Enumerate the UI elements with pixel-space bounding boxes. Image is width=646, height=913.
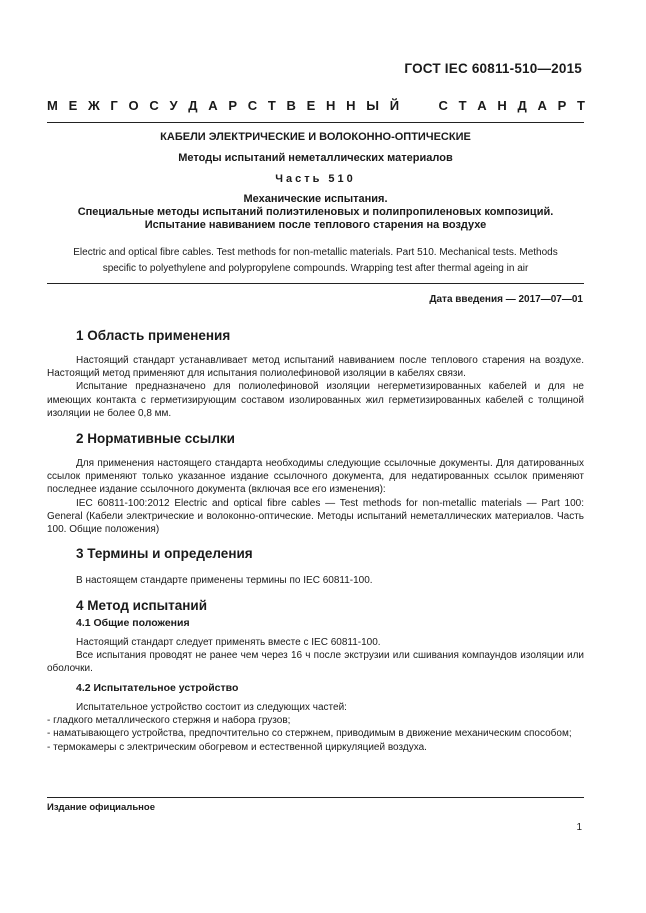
list-item: - наматывающего устройства, предпочтительно со стержнем, приводимым в движение механическим способом; [47, 728, 572, 740]
section-4-heading: 4 Метод испытаний [76, 598, 208, 613]
section-1-body [47, 354, 584, 420]
interstate-letter: В [286, 98, 296, 113]
interstate-letter: У [169, 98, 178, 113]
interstate-letter: Ж [87, 98, 100, 113]
section-3-body [47, 574, 584, 587]
interstate-letter: Ы [366, 98, 379, 113]
interstate-letter: Д [517, 98, 527, 113]
interstate-letter: Й [389, 98, 400, 113]
interstate-letter: А [537, 98, 547, 113]
footer-divider [47, 797, 584, 798]
interstate-letter: А [208, 98, 218, 113]
interstate-letter [424, 98, 428, 113]
interstate-letter: Т [267, 98, 276, 113]
section-1-paragraph: Настоящий стандарт устанавливает метод испытаний навиванием после теплового старения на воздухе. Настоящий метод применяют для испытания полиолефиновой изоляции в кабелях связи. [47, 355, 584, 380]
interstate-letter: С [247, 98, 258, 113]
section-1-heading: 1 Область применения [76, 328, 231, 343]
english-title-line-1: Electric and optical fibre cables. Test methods for non-metallic materials. Part 510. Mechanical tests. Methods [73, 247, 558, 258]
section-2-paragraph: IEC 60811-100:2012 Electric and optical fibre cables — Test methods for non-metallic materials — Part 100: General (Кабели электрические и волоконно-оптические. Методы испытаний неметаллических материалов. Часть 100. Общие положения) [47, 497, 584, 536]
interstate-letter: Н [497, 98, 507, 113]
english-title-line-2: specific to polyethylene and polypropylene compounds. Wrapping test after thermal ageing in air [102, 262, 529, 274]
title-line-2: Методы испытаний неметаллических материалов [178, 152, 453, 164]
interstate-letter: Н [346, 98, 356, 113]
interstate-letter: Р [557, 98, 567, 113]
section-4-1-paragraph: Настоящий стандарт следует применять вместе с IEC 60811-100. [76, 637, 381, 648]
title-line-4: Специальные методы испытаний полиэтиленовых и полипропиленовых композиций. [77, 206, 554, 218]
section-4-1-heading: 4.1 Общие положения [76, 617, 190, 629]
list-item: - термокамеры с электрическим обогревом и естественной циркуляцией воздуха. [47, 741, 427, 753]
section-2-body [47, 457, 584, 536]
section-1-paragraph: Испытание предназначено для полиолефиновой изоляции негерметизированных кабелей и для не имеющих контакта с герметизирующим составом изолированных жил герметизированных кабелей с толщиной изоляции не более 0,8 мм. [47, 381, 584, 419]
title-line-5: Испытание навиванием после теплового старения на воздухе [144, 219, 487, 231]
interstate-letter: М [47, 98, 58, 113]
section-4-2-heading: 4.2 Испытательное устройство [76, 682, 239, 694]
introduction-date: Дата введения — 2017—07—01 [429, 294, 583, 305]
title-line-1: КАБЕЛИ ЭЛЕКТРИЧЕСКИЕ И ВОЛОКОННО-ОПТИЧЕСКИЕ [160, 131, 471, 143]
section-4-1-paragraph: Все испытания проводят не ранее чем через 16 ч после экструзии или сшивания компаундов изоляции или оболочки. [47, 650, 584, 675]
interstate-letter: Т [576, 98, 585, 113]
interstate-letter: Р [228, 98, 238, 113]
interstate-letter [410, 98, 414, 113]
section-3-paragraph: В настоящем стандарте применены термины по IEC 60811-100. [76, 575, 373, 586]
interstate-letter: А [477, 98, 487, 113]
header-divider [47, 122, 584, 123]
section-2-heading: 2 Нормативные ссылки [76, 431, 235, 446]
section-4-2-paragraph: Испытательное устройство состоит из следующих частей: [76, 702, 347, 713]
page-number: 1 [576, 822, 582, 833]
interstate-letter: Н [326, 98, 336, 113]
interstate-letter: Е [68, 98, 78, 113]
interstate-letter: Е [306, 98, 316, 113]
section-3-heading: 3 Термины и определения [76, 546, 253, 561]
edition-label: Издание официальное [47, 802, 155, 813]
interstate-letter: Т [458, 98, 467, 113]
interstate-letter: С [149, 98, 159, 113]
interstate-letter: Д [188, 98, 198, 113]
section-4-2-body [47, 701, 584, 754]
interstate-letter: Г [110, 98, 118, 113]
english-title [47, 245, 584, 276]
section-2-paragraph: Для применения настоящего стандарта необходимы следующие ссылочные документы. Для датированных ссылок применяют только указанное издание ссылочного документа, для недатированных ссылок применяют последнее издание ссылочного документа (включая все его изменения): [47, 458, 584, 496]
interstate-standard-heading [47, 98, 585, 113]
list-item: - гладкого металлического стержня и набора грузов; [47, 715, 291, 727]
title-line-3: Механические испытания. [243, 193, 388, 205]
interstate-letter: О [128, 98, 139, 113]
title-part: Часть 510 [275, 173, 356, 185]
title-divider [47, 283, 584, 284]
section-4-1-body [47, 636, 584, 676]
standard-number: ГОСТ IEC 60811-510—2015 [404, 61, 582, 76]
interstate-letter: С [438, 98, 448, 113]
